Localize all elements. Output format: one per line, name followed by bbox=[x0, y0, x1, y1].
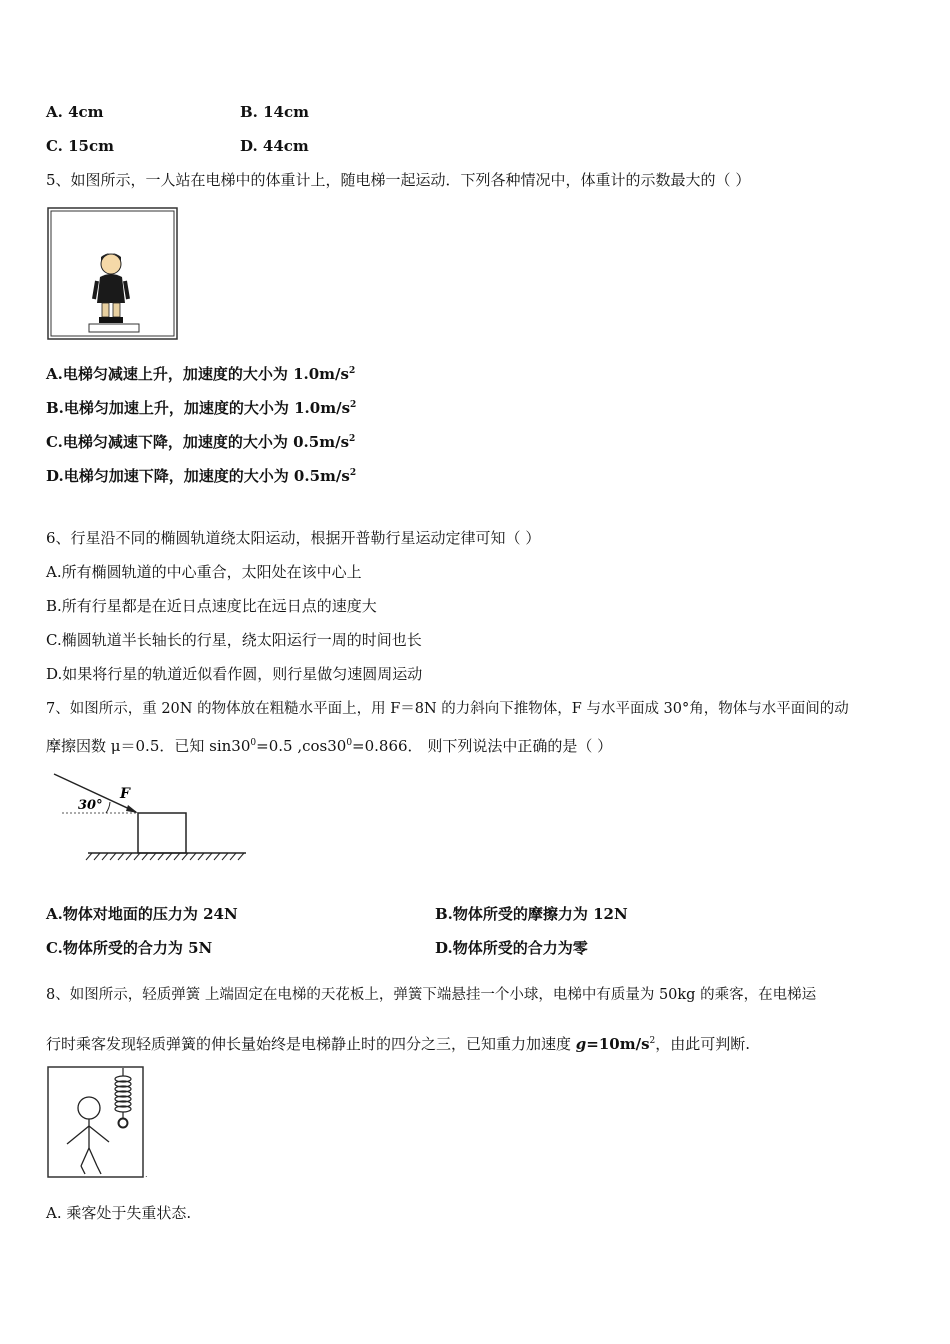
q8-option-a: A. 乘客处于失重状态. bbox=[46, 1204, 192, 1222]
svg-text:.: . bbox=[145, 1170, 148, 1179]
q4-option-b: B. 14cm bbox=[240, 103, 310, 121]
q5-stem: 5、如图所示，一人站在电梯中的体重计上，随电梯一起运动．下列各种情况中，体重计的示数最大的（ ） bbox=[46, 171, 751, 189]
q6-option-b: B.所有行星都是在近日点速度比在远日点的速度大 bbox=[46, 597, 377, 615]
q6-stem: 6、行星沿不同的椭圆轨道绕太阳运动，根据开普勒行星运动定律可知（ ） bbox=[46, 529, 541, 547]
q4-option-c: C. 15cm bbox=[46, 137, 114, 155]
q4-option-d: D. 44cm bbox=[240, 137, 309, 155]
q8-spring-elevator-figure bbox=[47, 1066, 151, 1180]
q5-elevator-figure bbox=[47, 207, 179, 341]
q7-option-b: B.物体所受的摩擦力为 12N bbox=[435, 905, 628, 923]
q7-stem-line2: 摩擦因数 μ＝0.5．已知 $\sin 30^0=0.5$ $,\cos 30^0=0.866$． 则下列说法中正确的是（ ） bbox=[46, 737, 613, 755]
q5-option-c: C.电梯匀减速下降，加速度的大小为 $0.5m/s^2$ bbox=[46, 433, 356, 451]
q6-option-d: D.如果将行星的轨道近似看作圆，则行星做匀速圆周运动 bbox=[46, 665, 423, 683]
q4-option-a: A. 4cm bbox=[46, 103, 104, 121]
q7-fig-angle-label: 30° bbox=[78, 798, 103, 813]
q5-option-d: D.电梯匀加速下降，加速度的大小为 $0.5m/s^2$ bbox=[46, 467, 357, 485]
q7-option-a: A.物体对地面的压力为 24N bbox=[46, 905, 238, 923]
q5-option-a: A.电梯匀减速上升，加速度的大小为 $1.0m/s^2$ bbox=[46, 365, 356, 383]
q7-fig-force-label: F bbox=[120, 786, 130, 802]
q7-option-c: C.物体所受的合力为 5N bbox=[46, 939, 213, 957]
q7-stem-line1: 7、如图所示，重 20N 的物体放在粗糙水平面上，用 F＝8N 的力斜向下推物体，F 与水平面成 30°角，物体与水平面间的动 bbox=[46, 701, 849, 717]
q8-stem-line1: 8、如图所示，轻质弹簧 上端固定在电梯的天花板上，弹簧下端悬挂一个小球，电梯中有质量为 50kg 的乘客，在电梯运 bbox=[46, 987, 817, 1003]
q8-stem-line2: 行时乘客发现轻质弹簧的伸长量始终是电梯静止时的四分之三，已知重力加速度 $g=10m/s^2$，由此可判断. bbox=[46, 1035, 751, 1053]
q6-option-c: C.椭圆轨道半长轴长的行星，绕太阳运行一周的时间也长 bbox=[46, 631, 422, 649]
q7-incline-force-figure bbox=[48, 768, 248, 864]
q6-option-a: A.所有椭圆轨道的中心重合，太阳处在该中心上 bbox=[46, 563, 362, 581]
q7-option-d: D.物体所受的合力为零 bbox=[435, 939, 588, 957]
q5-option-b: B.电梯匀加速上升，加速度的大小为 $1.0m/s^2$ bbox=[46, 399, 357, 417]
